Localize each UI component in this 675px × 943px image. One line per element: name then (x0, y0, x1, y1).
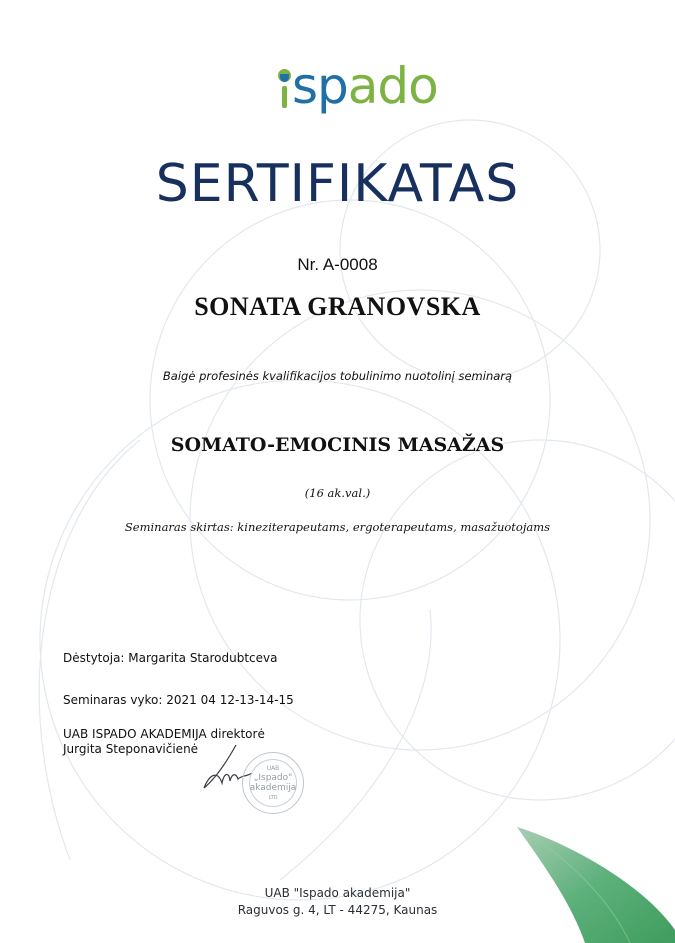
director-name: Jurgita Steponavičienė (63, 742, 199, 756)
stamp-text: „Ispado" (253, 773, 293, 783)
footer-address: Raguvos g. 4, LT - 44275, Kaunas (237, 903, 438, 917)
footer-company: UAB "Ispado akademija" (264, 886, 411, 900)
bg-arc (280, 610, 431, 880)
course-audience: Seminaras skirtas: kineziterapeutams, ergoterapeutams, masažuotojams (124, 520, 551, 534)
lecturer-line: Dėstytoja: Margarita Starodubtceva (63, 651, 278, 665)
logo-stem-icon (282, 86, 287, 108)
ispado-logo (278, 57, 438, 118)
stamp-text: UAB (266, 765, 280, 772)
bg-arc (39, 440, 140, 860)
stamp-text: akademija (249, 783, 297, 793)
recipient-name: SONATA GRANOVSKA (194, 292, 481, 321)
certificate-number: Nr. A-0008 (297, 255, 378, 274)
seminar-dates: Seminaras vyko: 2021 04 12-13-14-15 (63, 693, 294, 707)
completion-statement: Baigė profesinės kvalifikacijos tobulinimo nuotolinį seminarą (162, 369, 513, 383)
course-title: SOMATO-EMOCINIS MASAŽAS (170, 434, 505, 456)
logo-blue-part: sp (292, 57, 348, 115)
logo-wordmark (292, 56, 438, 116)
leaf-decoration (517, 827, 675, 943)
certificate-title: SERTIFIKATAS (155, 154, 520, 214)
logo-green-part: ado (347, 57, 438, 115)
bg-circle (40, 380, 560, 900)
stamp-text: LTD (268, 795, 278, 801)
logo-dot-icon (278, 69, 291, 82)
company-stamp (242, 752, 304, 814)
course-hours: (16 ak.val.) (304, 486, 371, 500)
director-title: UAB ISPADO AKADEMIJA direktorė (63, 727, 265, 741)
